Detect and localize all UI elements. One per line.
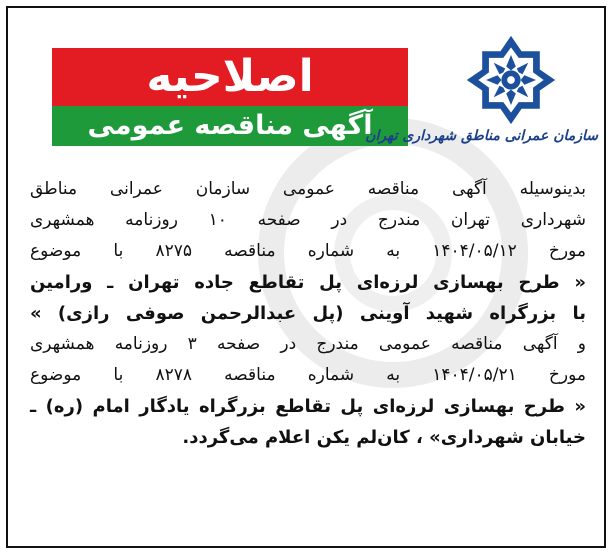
notice-body bbox=[30, 174, 586, 453]
notice-header bbox=[8, 8, 604, 168]
organization-logo bbox=[365, 32, 598, 158]
tender-subtitle: آگهی مناقصه عمومی bbox=[52, 106, 408, 146]
body-line-5-subject: با بزرگراه شهید آوینی (پل عبدالرحمن صوفی رازی) » bbox=[30, 303, 586, 324]
notice-frame bbox=[6, 6, 606, 548]
organization-name: سازمان عمرانی مناطق شهرداری تهران bbox=[365, 128, 598, 144]
body-line-4-subject: « طرح بهسازی لرزه‌ای پل تقاطع جاده تهران ـ ورامین bbox=[30, 272, 586, 293]
body-line-1: بدینوسیله آگهی مناقصه عمومی سازمان عمرانی مناطق bbox=[30, 179, 586, 199]
correction-title: اصلاحیه bbox=[52, 48, 408, 106]
body-line-7: مورخ ۱۴۰۴/۰۵/۲۱ به شماره مناقصه ۸۲۷۸ با موضوع bbox=[30, 365, 587, 385]
body-line-8-subject: « طرح بهسازی لرزه‌ای پل تقاطع بزرگراه یادگار امام (ره) ـ bbox=[30, 396, 586, 417]
municipality-emblem-icon bbox=[463, 32, 559, 128]
body-line-6: و آگهی مناقصه عمومی مندرج در صفحه ۳ روزنامه همشهری bbox=[30, 334, 586, 354]
body-line-9-subject: خیابان شهرداری» ، کان‌لم یکن اعلام می‌گردد. bbox=[182, 427, 586, 448]
body-line-2: شهرداری تهران مندرج در صفحه ۱۰ روزنامه همشهری bbox=[30, 210, 586, 230]
body-line-3: مورخ ۱۴۰۴/۰۵/۱۲ به شماره مناقصه ۸۲۷۵ با موضوع bbox=[30, 241, 587, 261]
